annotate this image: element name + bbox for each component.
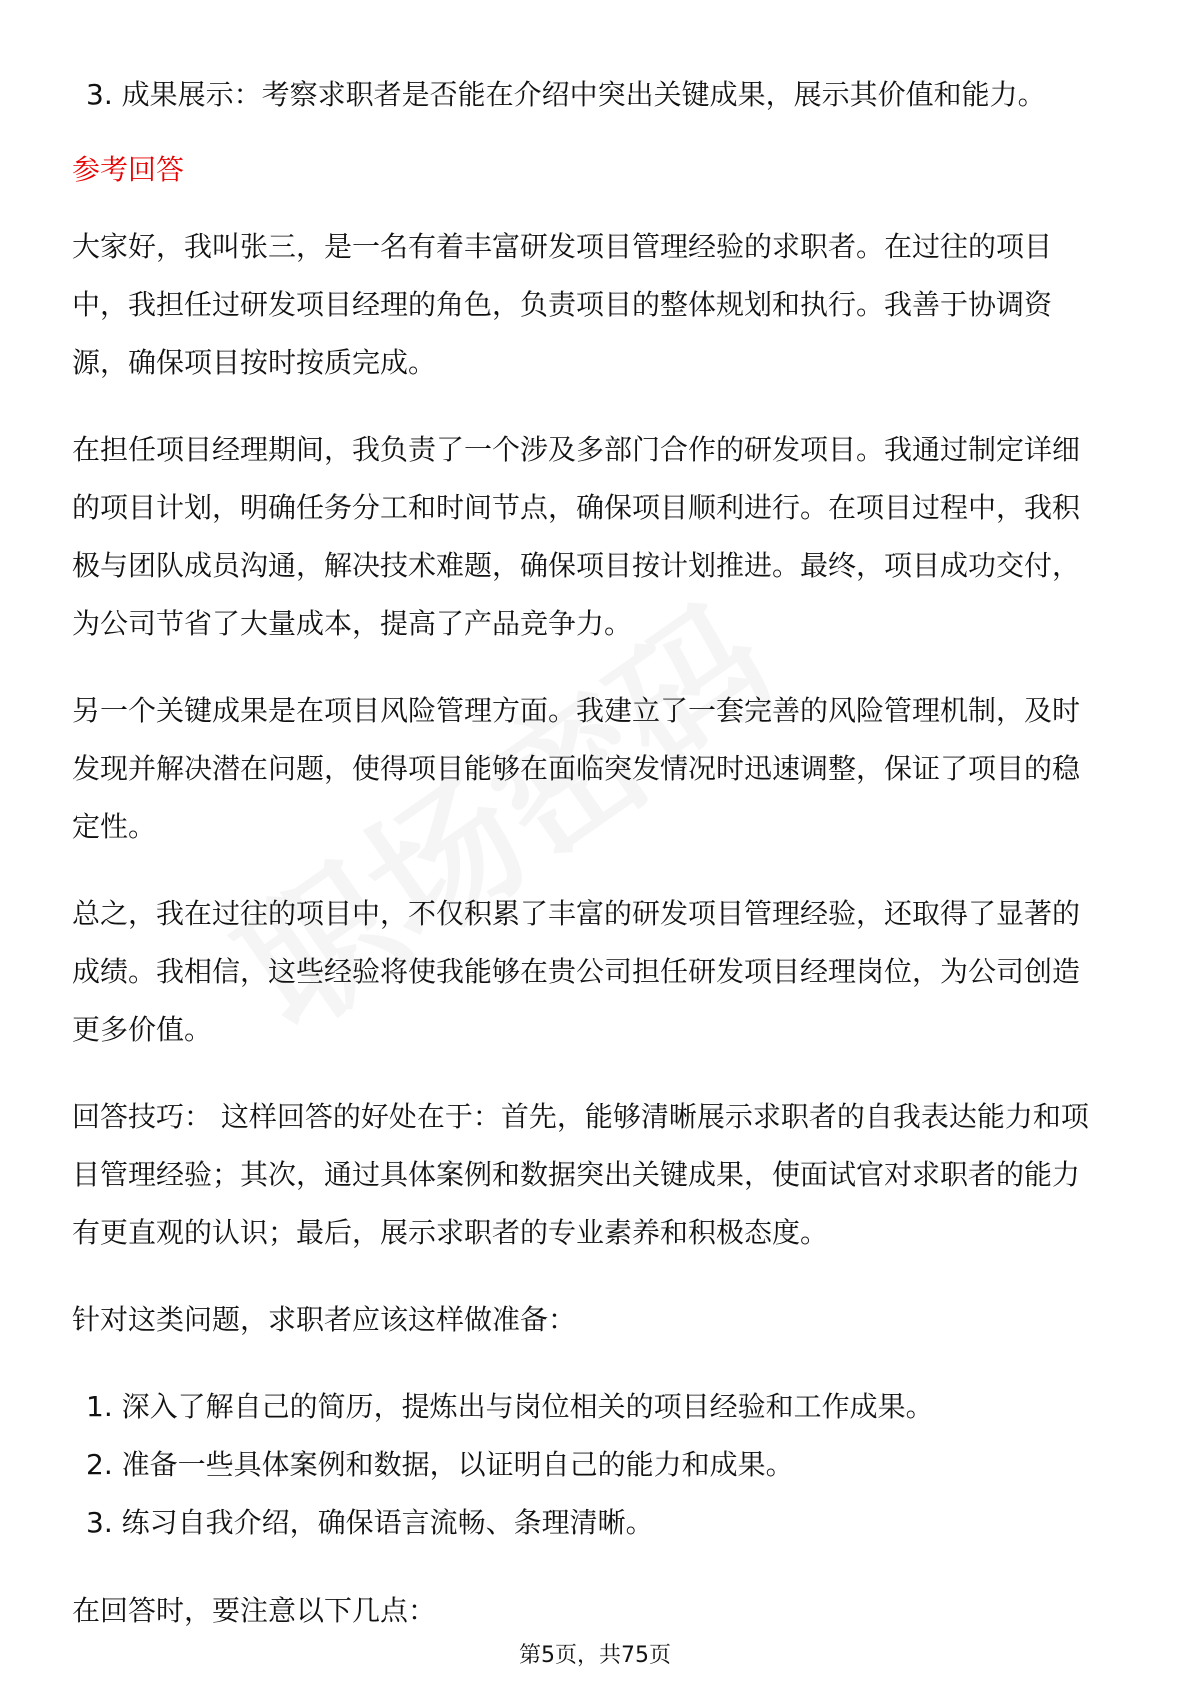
answer-paragraph-3: 另一个关键成果是在项目风险管理方面。我建立了一套完善的风险管理机制，及时 (72, 694, 1081, 727)
answer-paragraph-2: 极与团队成员沟通，解决技术难题，确保项目按计划推进。最终，项目成功交付， (72, 549, 1081, 582)
answer-paragraph-4: 成绩。我相信，这些经验将使我能够在贵公司担任研发项目经理岗位，为公司创造 (72, 955, 1081, 988)
answer-paragraph-3: 定性。 (72, 810, 157, 843)
answer-paragraph-2: 在担任项目经理期间，我负责了一个涉及多部门合作的研发项目。我通过制定详细 (72, 433, 1081, 466)
prep-item-2: 2. 准备一些具体案例和数据，以证明自己的能力和成果。 (86, 1448, 794, 1481)
prep-intro: 针对这类问题，求职者应该这样做准备： (72, 1303, 577, 1336)
prep-item-1: 1. 深入了解自己的简历，提炼出与岗位相关的项目经验和工作成果。 (86, 1390, 934, 1423)
page-number: 第5页，共75页 (519, 1643, 671, 1668)
tips-paragraph: 回答技巧： 这样回答的好处在于：首先，能够清晰展示求职者的自我表达能力和项 (72, 1100, 1089, 1133)
answer-paragraph-2: 为公司节省了大量成本，提高了产品竞争力。 (72, 607, 633, 640)
tips-paragraph: 目管理经验；其次，通过具体案例和数据突出关键成果，使面试官对求职者的能力 (72, 1158, 1081, 1191)
answer-paragraph-2: 的项目计划，明确任务分工和时间节点，确保项目顺利进行。在项目过程中，我积 (72, 491, 1081, 524)
notes-intro: 在回答时，要注意以下几点： (72, 1594, 437, 1627)
answer-paragraph-3: 发现并解决潜在问题，使得项目能够在面临突发情况时迅速调整，保证了项目的稳 (72, 752, 1081, 785)
criteria-item-3: 3. 成果展示：考察求职者是否能在介绍中突出关键成果，展示其价值和能力。 (86, 78, 1046, 111)
answer-paragraph-4: 总之，我在过往的项目中，不仅积累了丰富的研发项目管理经验，还取得了显著的 (72, 897, 1081, 930)
answer-paragraph-1: 中，我担任过研发项目经理的角色，负责项目的整体规划和执行。我善于协调资 (72, 288, 1053, 321)
tips-paragraph: 有更直观的认识；最后，展示求职者的专业素养和积极态度。 (72, 1216, 829, 1249)
answer-paragraph-4: 更多价值。 (72, 1013, 213, 1046)
answer-paragraph-1: 大家好，我叫张三，是一名有着丰富研发项目管理经验的求职者。在过往的项目 (72, 230, 1053, 263)
prep-item-3: 3. 练习自我介绍，确保语言流畅、条理清晰。 (86, 1506, 654, 1539)
answer-paragraph-1: 源，确保项目按时按质完成。 (72, 346, 437, 379)
section-heading: 参考回答 (72, 153, 185, 186)
